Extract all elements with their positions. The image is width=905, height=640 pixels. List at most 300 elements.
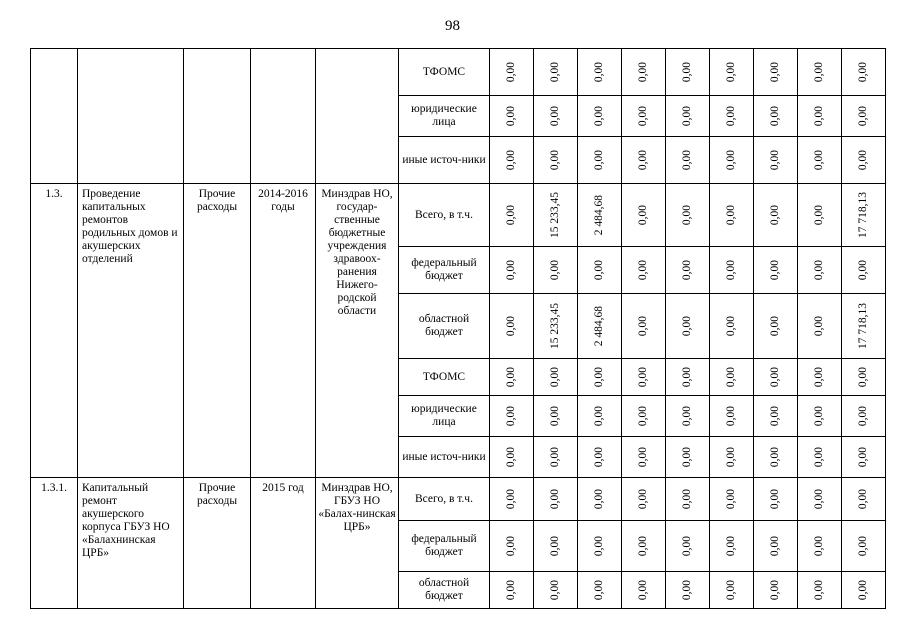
value-cell <box>578 96 622 137</box>
value-cell <box>534 521 578 572</box>
value-text: 0,00 <box>725 405 737 427</box>
value-text: 0,00 <box>857 366 869 388</box>
value-text: 0,00 <box>681 315 693 337</box>
value-text: 0,00 <box>637 149 649 171</box>
funding-source: ТФОМС <box>399 49 490 96</box>
funding-source: Всего, в т.ч. <box>399 184 490 247</box>
value-cell <box>710 96 754 137</box>
item-number: 1.3.1. <box>31 478 78 609</box>
item-name: Капитальный ремонт акушерского корпуса ГБУЗ НО «Балахнинская ЦРБ» <box>78 478 184 609</box>
value-cell <box>578 247 622 294</box>
value-text: 0,00 <box>681 259 693 281</box>
value-wrapper <box>842 247 885 293</box>
value-wrapper <box>622 184 665 246</box>
value-wrapper <box>710 247 753 293</box>
value-wrapper <box>842 521 885 571</box>
value-cell <box>798 294 842 359</box>
value-text: 0,00 <box>813 105 825 127</box>
value-text: 0,00 <box>681 579 693 601</box>
value-text: 0,00 <box>725 149 737 171</box>
value-cell <box>578 521 622 572</box>
value-text: 0,00 <box>637 579 649 601</box>
value-wrapper <box>710 437 753 477</box>
value-text: 0,00 <box>637 535 649 557</box>
value-wrapper <box>578 49 621 95</box>
value-cell <box>842 478 886 521</box>
value-text: 0,00 <box>681 488 693 510</box>
value-wrapper <box>578 521 621 571</box>
value-cell <box>578 137 622 184</box>
value-cell <box>534 49 578 96</box>
value-text: 17 718,13 <box>857 303 869 349</box>
value-wrapper <box>842 137 885 183</box>
value-wrapper <box>754 137 797 183</box>
value-text: 0,00 <box>549 149 561 171</box>
value-text: 0,00 <box>593 579 605 601</box>
value-wrapper <box>710 96 753 136</box>
value-text: 0,00 <box>857 579 869 601</box>
value-cell <box>534 96 578 137</box>
value-text: 0,00 <box>769 204 781 226</box>
value-cell <box>534 184 578 247</box>
value-cell <box>622 49 666 96</box>
value-wrapper <box>798 49 841 95</box>
value-text: 0,00 <box>549 61 561 83</box>
value-cell <box>666 359 710 396</box>
empty-cell-period <box>251 49 316 184</box>
value-cell <box>490 521 534 572</box>
value-text: 0,00 <box>593 366 605 388</box>
value-text: 0,00 <box>681 535 693 557</box>
value-wrapper <box>798 137 841 183</box>
value-cell <box>710 396 754 437</box>
value-wrapper <box>490 396 533 436</box>
table-row <box>31 184 886 247</box>
value-wrapper <box>490 96 533 136</box>
value-cell <box>666 572 710 609</box>
value-wrapper <box>666 137 709 183</box>
value-wrapper <box>490 572 533 608</box>
value-text: 0,00 <box>593 535 605 557</box>
value-text: 0,00 <box>505 105 517 127</box>
value-cell <box>578 437 622 478</box>
value-text: 0,00 <box>637 366 649 388</box>
value-cell <box>490 49 534 96</box>
value-text: 0,00 <box>725 315 737 337</box>
value-text: 0,00 <box>769 446 781 468</box>
value-wrapper <box>798 396 841 436</box>
value-cell <box>754 137 798 184</box>
value-cell <box>534 437 578 478</box>
value-cell <box>798 359 842 396</box>
value-text: 0,00 <box>637 405 649 427</box>
value-cell <box>798 396 842 437</box>
value-cell <box>666 294 710 359</box>
value-cell <box>798 437 842 478</box>
value-text: 0,00 <box>681 405 693 427</box>
value-wrapper <box>534 294 577 358</box>
value-cell <box>534 294 578 359</box>
value-text: 0,00 <box>593 259 605 281</box>
value-cell <box>710 478 754 521</box>
value-wrapper <box>710 521 753 571</box>
value-text: 0,00 <box>549 366 561 388</box>
implementation-period: 2015 год <box>251 478 316 609</box>
funding-source: юридические лица <box>399 396 490 437</box>
value-cell <box>578 49 622 96</box>
value-cell <box>578 359 622 396</box>
implementation-period: 2014-2016 годы <box>251 184 316 478</box>
value-text: 0,00 <box>637 259 649 281</box>
value-text: 0,00 <box>857 446 869 468</box>
value-text: 0,00 <box>505 405 517 427</box>
value-text: 0,00 <box>593 405 605 427</box>
value-cell <box>710 247 754 294</box>
value-wrapper <box>666 572 709 608</box>
value-wrapper <box>578 572 621 608</box>
value-text: 0,00 <box>505 535 517 557</box>
value-cell <box>754 49 798 96</box>
value-cell <box>622 572 666 609</box>
value-wrapper <box>490 184 533 246</box>
value-text: 0,00 <box>637 61 649 83</box>
value-wrapper <box>842 96 885 136</box>
value-cell <box>622 359 666 396</box>
item-number: 1.3. <box>31 184 78 478</box>
value-wrapper <box>534 572 577 608</box>
value-wrapper <box>622 396 665 436</box>
value-text: 0,00 <box>637 315 649 337</box>
empty-cell-executor <box>316 49 399 184</box>
item-name: Проведение капитальных ремонтов родильных домов и акушерских отделений <box>78 184 184 478</box>
value-cell <box>754 96 798 137</box>
value-wrapper <box>842 294 885 358</box>
value-cell <box>842 437 886 478</box>
value-text: 0,00 <box>769 61 781 83</box>
value-wrapper <box>710 294 753 358</box>
funding-source: областной бюджет <box>399 294 490 359</box>
value-wrapper <box>754 184 797 246</box>
value-wrapper <box>754 437 797 477</box>
value-cell <box>754 396 798 437</box>
value-cell <box>578 478 622 521</box>
value-cell <box>842 247 886 294</box>
value-wrapper <box>534 247 577 293</box>
value-cell <box>534 137 578 184</box>
value-cell <box>490 478 534 521</box>
value-text: 0,00 <box>593 61 605 83</box>
value-wrapper <box>798 96 841 136</box>
value-text: 0,00 <box>593 105 605 127</box>
table-row <box>31 49 886 96</box>
value-cell <box>490 572 534 609</box>
value-text: 0,00 <box>769 315 781 337</box>
value-wrapper <box>490 247 533 293</box>
value-cell <box>666 96 710 137</box>
value-wrapper <box>578 247 621 293</box>
value-cell <box>710 572 754 609</box>
value-text: 15 233,45 <box>549 303 561 349</box>
value-wrapper <box>534 359 577 395</box>
value-wrapper <box>710 396 753 436</box>
value-cell <box>798 96 842 137</box>
value-text: 0,00 <box>813 259 825 281</box>
program-funding-table <box>30 48 886 609</box>
value-cell <box>534 478 578 521</box>
value-wrapper <box>798 521 841 571</box>
value-wrapper <box>754 478 797 520</box>
value-cell <box>622 184 666 247</box>
value-wrapper <box>710 49 753 95</box>
value-cell <box>754 437 798 478</box>
value-wrapper <box>490 521 533 571</box>
value-text: 0,00 <box>857 535 869 557</box>
funding-source: юридические лица <box>399 96 490 137</box>
value-text: 0,00 <box>505 204 517 226</box>
value-cell <box>754 359 798 396</box>
value-wrapper <box>798 247 841 293</box>
value-wrapper <box>754 247 797 293</box>
value-cell <box>842 521 886 572</box>
value-cell <box>842 572 886 609</box>
value-wrapper <box>842 396 885 436</box>
value-cell <box>622 137 666 184</box>
value-text: 0,00 <box>725 366 737 388</box>
value-wrapper <box>622 294 665 358</box>
value-cell <box>798 478 842 521</box>
value-wrapper <box>578 359 621 395</box>
value-wrapper <box>534 184 577 246</box>
value-cell <box>490 137 534 184</box>
value-cell <box>842 184 886 247</box>
value-cell <box>622 96 666 137</box>
value-text: 0,00 <box>505 315 517 337</box>
value-cell <box>842 359 886 396</box>
value-wrapper <box>666 521 709 571</box>
value-wrapper <box>622 49 665 95</box>
value-wrapper <box>534 437 577 477</box>
value-cell <box>842 49 886 96</box>
value-wrapper <box>666 396 709 436</box>
value-text: 0,00 <box>637 446 649 468</box>
value-cell <box>578 572 622 609</box>
value-wrapper <box>622 572 665 608</box>
value-text: 0,00 <box>549 488 561 510</box>
value-wrapper <box>622 437 665 477</box>
value-wrapper <box>754 49 797 95</box>
value-text: 0,00 <box>725 61 737 83</box>
value-text: 0,00 <box>681 366 693 388</box>
value-text: 0,00 <box>813 446 825 468</box>
page-number: 98 <box>445 18 460 34</box>
value-wrapper <box>534 96 577 136</box>
value-cell <box>666 247 710 294</box>
value-text: 0,00 <box>857 488 869 510</box>
value-text: 0,00 <box>593 488 605 510</box>
value-text: 0,00 <box>813 149 825 171</box>
value-text: 0,00 <box>681 105 693 127</box>
value-cell <box>710 184 754 247</box>
value-text: 0,00 <box>505 259 517 281</box>
value-cell <box>666 521 710 572</box>
funding-source: Всего, в т.ч. <box>399 478 490 521</box>
value-cell <box>754 478 798 521</box>
value-text: 0,00 <box>813 579 825 601</box>
value-wrapper <box>490 437 533 477</box>
value-cell <box>798 137 842 184</box>
value-cell <box>710 521 754 572</box>
value-cell <box>798 247 842 294</box>
value-wrapper <box>798 572 841 608</box>
value-text: 0,00 <box>725 204 737 226</box>
value-cell <box>622 294 666 359</box>
value-text: 0,00 <box>857 149 869 171</box>
value-wrapper <box>754 521 797 571</box>
value-text: 0,00 <box>813 488 825 510</box>
value-text: 0,00 <box>549 446 561 468</box>
value-wrapper <box>534 137 577 183</box>
value-text: 0,00 <box>769 535 781 557</box>
value-wrapper <box>490 359 533 395</box>
value-wrapper <box>666 184 709 246</box>
value-cell <box>842 294 886 359</box>
value-text: 0,00 <box>505 488 517 510</box>
empty-cell-expense <box>184 49 251 184</box>
value-wrapper <box>710 478 753 520</box>
funding-source: иные источ-ники <box>399 137 490 184</box>
value-text: 15 233,45 <box>549 192 561 238</box>
value-wrapper <box>578 184 621 246</box>
value-cell <box>490 359 534 396</box>
value-text: 0,00 <box>549 405 561 427</box>
value-cell <box>490 294 534 359</box>
value-cell <box>754 572 798 609</box>
value-text: 0,00 <box>813 315 825 337</box>
value-wrapper <box>578 137 621 183</box>
value-cell <box>754 294 798 359</box>
value-wrapper <box>754 96 797 136</box>
funding-source: федеральный бюджет <box>399 521 490 572</box>
value-cell <box>842 396 886 437</box>
value-wrapper <box>578 437 621 477</box>
value-cell <box>666 184 710 247</box>
funding-source: областной бюджет <box>399 572 490 609</box>
value-text: 0,00 <box>505 446 517 468</box>
value-wrapper <box>842 359 885 395</box>
expense-type: Прочие расходы <box>184 478 251 609</box>
value-text: 0,00 <box>505 61 517 83</box>
value-wrapper <box>622 96 665 136</box>
value-wrapper <box>534 49 577 95</box>
value-cell <box>622 521 666 572</box>
value-text: 0,00 <box>725 488 737 510</box>
value-text: 0,00 <box>593 446 605 468</box>
value-cell <box>490 184 534 247</box>
value-cell <box>754 247 798 294</box>
value-wrapper <box>534 478 577 520</box>
value-cell <box>490 96 534 137</box>
value-cell <box>490 247 534 294</box>
value-text: 0,00 <box>725 105 737 127</box>
value-cell <box>666 396 710 437</box>
value-wrapper <box>666 359 709 395</box>
value-text: 0,00 <box>813 204 825 226</box>
value-wrapper <box>578 396 621 436</box>
value-text: 0,00 <box>681 61 693 83</box>
value-wrapper <box>622 137 665 183</box>
value-wrapper <box>666 437 709 477</box>
value-text: 0,00 <box>637 105 649 127</box>
value-text: 0,00 <box>725 446 737 468</box>
value-wrapper <box>710 572 753 608</box>
value-cell <box>710 137 754 184</box>
value-wrapper <box>666 478 709 520</box>
value-cell <box>666 49 710 96</box>
value-wrapper <box>622 247 665 293</box>
value-wrapper <box>666 49 709 95</box>
table-row <box>31 478 886 521</box>
value-text: 0,00 <box>769 366 781 388</box>
empty-cell-name <box>78 49 184 184</box>
value-cell <box>798 521 842 572</box>
value-wrapper <box>534 521 577 571</box>
value-wrapper <box>534 396 577 436</box>
value-text: 0,00 <box>857 259 869 281</box>
value-cell <box>622 247 666 294</box>
value-cell <box>490 396 534 437</box>
value-wrapper <box>578 478 621 520</box>
value-wrapper <box>622 359 665 395</box>
value-wrapper <box>842 478 885 520</box>
value-cell <box>534 359 578 396</box>
value-wrapper <box>798 184 841 246</box>
value-wrapper <box>666 294 709 358</box>
value-text: 0,00 <box>725 259 737 281</box>
value-cell <box>798 184 842 247</box>
value-text: 0,00 <box>681 204 693 226</box>
value-wrapper <box>842 437 885 477</box>
value-text: 0,00 <box>681 446 693 468</box>
value-text: 0,00 <box>813 535 825 557</box>
value-text: 0,00 <box>725 535 737 557</box>
value-wrapper <box>490 137 533 183</box>
value-wrapper <box>842 49 885 95</box>
value-cell <box>710 294 754 359</box>
value-text: 0,00 <box>813 366 825 388</box>
value-wrapper <box>710 184 753 246</box>
executor: Минздрав НО, государ-ственные бюджетные учреждения здравоох-ранения Нижего-родской области <box>316 184 399 478</box>
value-cell <box>622 396 666 437</box>
value-cell <box>754 521 798 572</box>
value-wrapper <box>666 247 709 293</box>
empty-cell-num <box>31 49 78 184</box>
value-text: 0,00 <box>593 149 605 171</box>
value-text: 0,00 <box>637 488 649 510</box>
expense-type: Прочие расходы <box>184 184 251 478</box>
value-text: 0,00 <box>769 259 781 281</box>
value-text: 2 484,68 <box>593 305 605 347</box>
value-cell <box>578 184 622 247</box>
value-cell <box>710 437 754 478</box>
value-wrapper <box>754 396 797 436</box>
value-cell <box>534 396 578 437</box>
funding-source: иные источ-ники <box>399 437 490 478</box>
value-wrapper <box>578 294 621 358</box>
value-wrapper <box>710 137 753 183</box>
value-cell <box>534 247 578 294</box>
value-wrapper <box>798 437 841 477</box>
value-cell <box>666 437 710 478</box>
